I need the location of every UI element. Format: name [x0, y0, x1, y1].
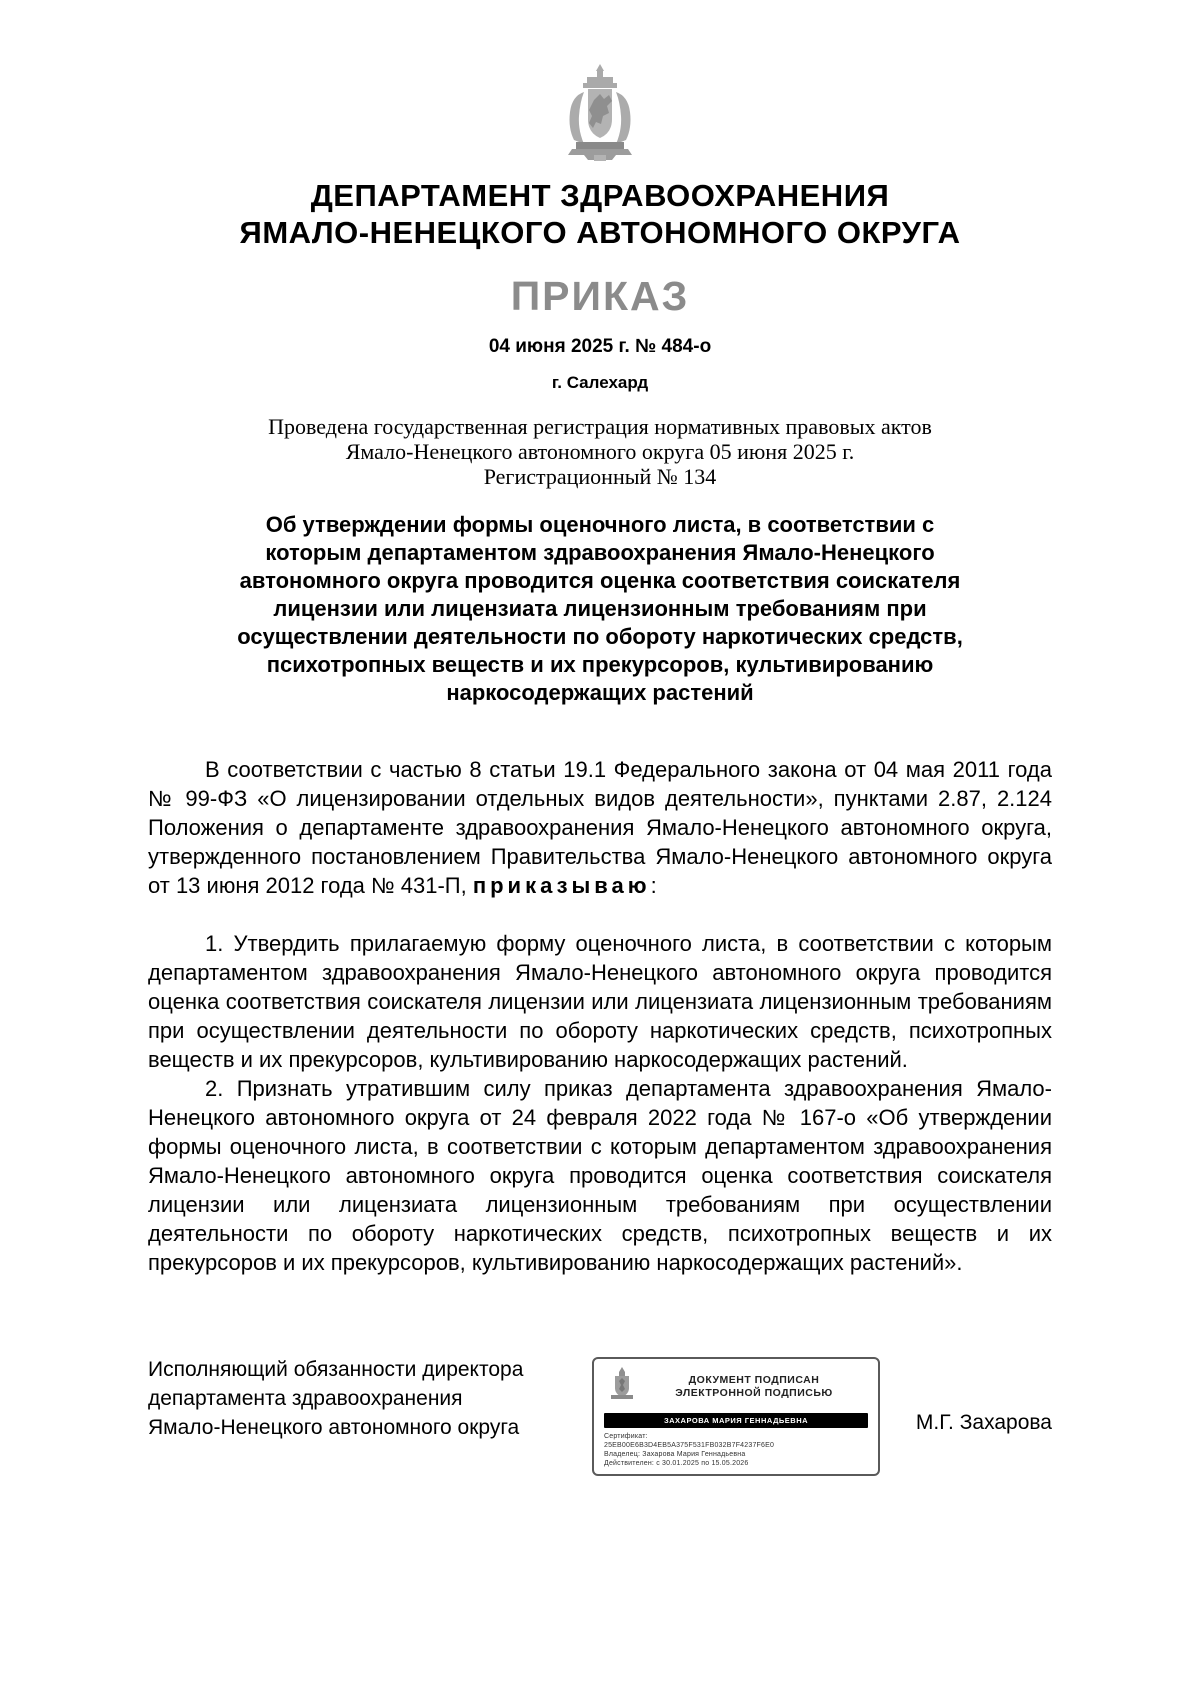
preamble-text: В соответствии с частью 8 статьи 19.1 Федерального закона от 04 мая 2011 года № 99-ФЗ «О лицензировании отдельных видов деятельности», пунктами 2.87, 2.124 Положения о департаменте здравоохранения Ямало-Ненецкого автономного округа, утвержденного постановлением Правительства Ямало-Ненецкого автономного округа от 13 июня 2012 года № 431-П, [148, 757, 1052, 898]
signer-position-line2: департамента здравоохранения [148, 1387, 463, 1410]
subject-line: автономного округа проводится оценка соответствия соискателя [239, 568, 961, 593]
preamble-paragraph [148, 755, 1052, 900]
registration-line1: Проведена государственная регистрация нормативных правовых актов [268, 414, 932, 439]
stamp-details [604, 1432, 868, 1468]
order-item-1: 1. Утвердить прилагаемую форму оценочного листа, в соответствии с которым департаментом здравоохранения Ямало-Ненецкого автономного округа проводится оценка соответствия соискателя лицензии или лицензиата лицензионным требованиям при осуществлении деятельности по обороту наркотических средств, психотропных веществ и их прекурсоров, культивированию наркосодержащих растений. [148, 931, 1052, 1072]
doc-date-number: 04 июня 2025 г. № 484-о [488, 336, 712, 357]
registration-line2: Ямало-Ненецкого автономного округа 05 июня 2025 г. [345, 439, 855, 464]
header-emblem-wrap [148, 62, 1052, 171]
subject-line: наркосодержащих растений [446, 680, 754, 705]
subject-line: которым департаментом здравоохранения Ямало-Ненецкого [265, 540, 935, 565]
coat-of-arms-icon [554, 62, 646, 166]
signature-block [148, 1355, 1052, 1476]
registration-line3: Регистрационный № 134 [483, 464, 717, 489]
org-name-line1: ДЕПАРТАМЕНТ ЗДРАВООХРАНЕНИЯ [310, 178, 890, 213]
document-body [148, 755, 1052, 1277]
stamp-owner-bar: ЗАХАРОВА МАРИЯ ГЕННАДЬЕВНА [604, 1413, 868, 1428]
stamp-owner-line: Владелец: Захарова Мария Геннадьевна [604, 1451, 746, 1458]
stamp-header [604, 1367, 868, 1406]
subject-line: лицензии или лицензиата лицензионным требованиям при [273, 596, 927, 621]
subject-heading [148, 511, 1052, 707]
stamp-title-line2: ЭЛЕКТРОННОЙ ПОДПИСЬЮ [675, 1386, 833, 1399]
doc-city: г. Салехард [551, 373, 649, 392]
stamp-valid-line: Действителен: с 30.01.2025 по 15.05.2026 [604, 1460, 749, 1467]
signer-position-line3: Ямало-Ненецкого автономного округа [148, 1416, 520, 1439]
signer-position [148, 1355, 580, 1442]
stamp-title-line1: ДОКУМЕНТ ПОДПИСАН [688, 1373, 820, 1386]
subject-line: осуществлении деятельности по обороту наркотических средств, [237, 624, 963, 649]
stamp-title [640, 1374, 868, 1400]
signer-name: М.Г. Захарова [915, 1411, 1052, 1434]
registration-note [148, 414, 1052, 489]
preamble-tail: : [650, 873, 657, 898]
stamp-cert-value: 25EB00E6B3D4EB5A375F531FB032B7F4237F6E0 [604, 1442, 775, 1449]
org-name [148, 177, 1052, 251]
doc-type-title: ПРИКАЗ [510, 273, 690, 319]
org-name-line2: ЯМАЛО-НЕНЕЦКОГО АВТОНОМНОГО ОКРУГА [239, 215, 961, 250]
order-item-2: 2. Признать утратившим силу приказ департамента здравоохранения Ямало-Ненецкого автономного округа от 24 февраля 2022 года № 167-о «Об утверждении формы оценочного листа, в соответствии с которым департаментом здравоохранения Ямало-Ненецкого автономного округа проводится оценка соответствия соискателя лицензии или лицензиата лицензионным требованиям при осуществлении деятельности по обороту наркотических средств, психотропных веществ и их прекурсоров и их прекурсоров, культивированию наркосодержащих растений». [148, 1076, 1052, 1275]
preamble-emphasis: приказываю [472, 873, 651, 898]
signer-position-line1: Исполняющий обязанности директора [148, 1358, 524, 1381]
stamp-cert-label: Сертификат: [604, 1433, 648, 1440]
stamp-emblem-icon [604, 1367, 640, 1406]
subject-line: Об утверждении формы оценочного листа, в соответствии с [265, 512, 935, 537]
electronic-signature-stamp [592, 1357, 880, 1476]
subject-line: психотропных веществ и их прекурсоров, культивированию [266, 652, 934, 677]
